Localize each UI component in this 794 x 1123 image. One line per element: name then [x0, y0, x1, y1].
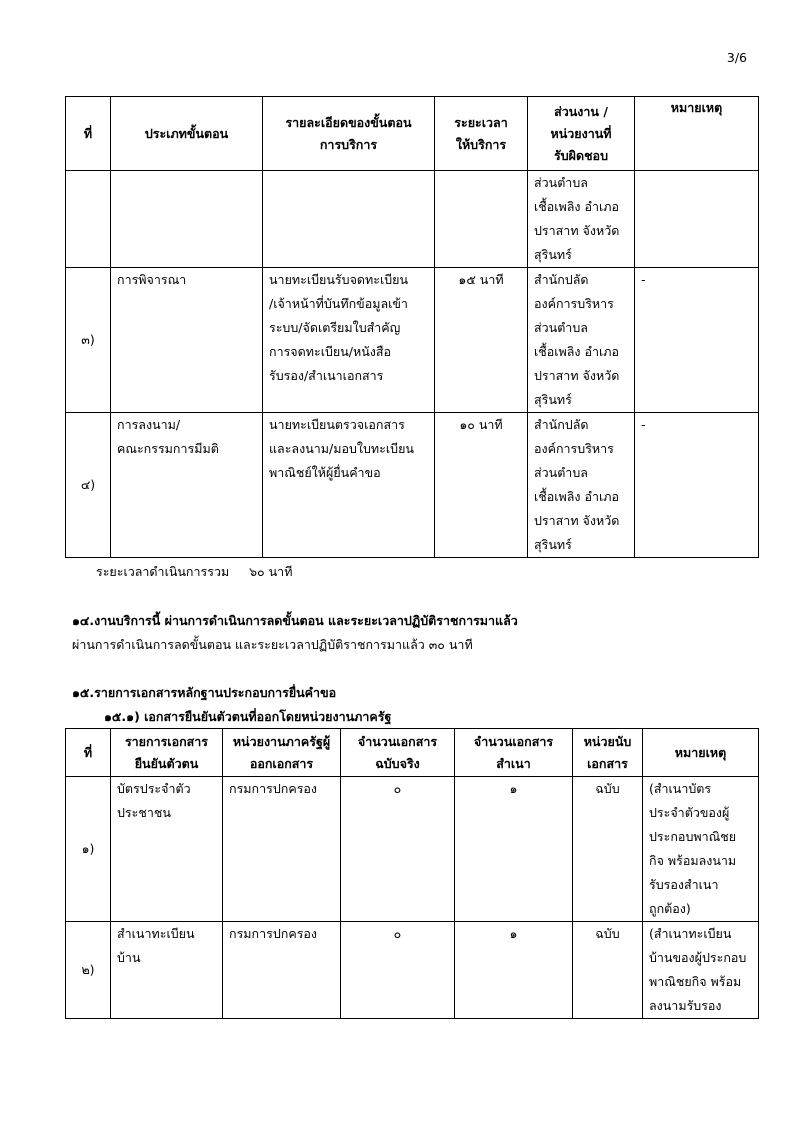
doc-copy-count: ๑	[455, 922, 573, 1019]
header-step-detail: รายละเอียดของขั้นตอน การบริการ	[263, 97, 435, 171]
header-duration: ระยะเวลา ให้บริการ	[435, 97, 528, 171]
doc-no: ๑)	[66, 777, 111, 922]
step-duration	[435, 171, 528, 268]
header-original-count: จำนวนเอกสาร ฉบับจริง	[341, 729, 455, 777]
doc-remark: (สำเนาบัตร ประจำตัวของผู้ ประกอบพาณิชย กิจ พร้อมลงนาม รับรองสำเนา ถูกต้อง)	[643, 777, 759, 922]
section-15-1-heading: ๑๕.๑) เอกสารยืนยันตัวตนที่ออกโดยหน่วยงานภาครัฐ	[104, 709, 392, 724]
step-no: ๔)	[66, 413, 111, 558]
table-header-row	[66, 97, 759, 171]
step-detail: นายทะเบียนรับจดทะเบียน /เจ้าหน้าที่บันทึกข้อมูลเข้า ระบบ/จัดเตรียมใบสำคัญ การจดทะเบียน/หนังสือ รับรอง/สำเนาเอกสาร	[263, 268, 435, 413]
doc-issuer: กรมการปกครอง	[223, 922, 341, 1019]
doc-unit: ฉบับ	[573, 922, 643, 1019]
total-time-label: ระยะเวลาดำเนินการรวม	[96, 564, 230, 579]
step-unit: สำนักปลัด องค์การบริหาร ส่วนตำบล เชื้อเพลิง อำเภอ ปราสาท จังหวัด สุรินทร์	[528, 268, 635, 413]
doc-unit: ฉบับ	[573, 777, 643, 922]
step-type	[111, 171, 263, 268]
step-remark	[635, 171, 759, 268]
step-unit: สำนักปลัด องค์การบริหาร ส่วนตำบล เชื้อเพลิง อำเภอ ปราสาท จังหวัด สุรินทร์	[528, 413, 635, 558]
header-step-type: ประเภทขั้นตอน	[111, 97, 263, 171]
step-remark: -	[635, 413, 759, 558]
step-detail: นายทะเบียนตรวจเอกสาร และลงนาม/มอบใบทะเบียน พาณิชย์ให้ผู้ยื่นคำขอ	[263, 413, 435, 558]
header-remark: หมายเหตุ	[643, 729, 759, 777]
page-number: 3/6	[726, 50, 747, 65]
doc-original-count: ๐	[341, 777, 455, 922]
table-row	[66, 777, 759, 922]
header-unit: หน่วยนับ เอกสาร	[573, 729, 643, 777]
service-steps-table	[65, 96, 759, 558]
doc-original-count: ๐	[341, 922, 455, 1019]
doc-copy-count: ๑	[455, 777, 573, 922]
doc-item: บัตรประจำตัว ประชาชน	[111, 777, 223, 922]
step-no	[66, 171, 111, 268]
header-copy-count: จำนวนเอกสาร สำเนา	[455, 729, 573, 777]
identity-documents-table	[65, 728, 759, 1019]
step-no: ๓)	[66, 268, 111, 413]
step-duration: ๑๐ นาที	[435, 413, 528, 558]
header-responsible-unit: ส่วนงาน / หน่วยงานที่ รับผิดชอบ	[528, 97, 635, 171]
table-row	[66, 413, 759, 558]
doc-remark: (สำเนาทะเบียน บ้านของผู้ประกอบ พาณิชยกิจ พร้อม ลงนามรับรอง	[643, 922, 759, 1019]
section-14-heading: ๑๔.งานบริการนี้ ผ่านการดำเนินการลดขั้นตอน และระยะเวลาปฏิบัติราชการมาแล้ว	[72, 613, 518, 628]
table-header-row	[66, 729, 759, 777]
table-row	[66, 922, 759, 1019]
step-duration: ๑๕ นาที	[435, 268, 528, 413]
step-type: การลงนาม/ คณะกรรมการมีมติ	[111, 413, 263, 558]
doc-issuer: กรมการปกครอง	[223, 777, 341, 922]
table-row	[66, 171, 759, 268]
step-unit: ส่วนตำบล เชื้อเพลิง อำเภอ ปราสาท จังหวัด สุรินทร์	[528, 171, 635, 268]
doc-item: สำเนาทะเบียน บ้าน	[111, 922, 223, 1019]
section-14-text: ผ่านการดำเนินการลดขั้นตอน และระยะเวลาปฏิบัติราชการมาแล้ว ๓๐ นาที	[72, 637, 473, 652]
step-detail	[263, 171, 435, 268]
total-time	[96, 562, 292, 582]
header-issuer: หน่วยงานภาครัฐผู้ ออกเอกสาร	[223, 729, 341, 777]
header-remark: หมายเหตุ	[635, 97, 759, 171]
section-15-heading: ๑๕.รายการเอกสารหลักฐานประกอบการยื่นคำขอ	[72, 685, 337, 700]
header-document-item: รายการเอกสาร ยืนยันตัวตน	[111, 729, 223, 777]
header-no: ที่	[66, 729, 111, 777]
total-time-value: ๖๐ นาที	[249, 564, 293, 579]
table-row	[66, 268, 759, 413]
step-type: การพิจารณา	[111, 268, 263, 413]
header-no: ที่	[66, 97, 111, 171]
doc-no: ๒)	[66, 922, 111, 1019]
step-remark: -	[635, 268, 759, 413]
